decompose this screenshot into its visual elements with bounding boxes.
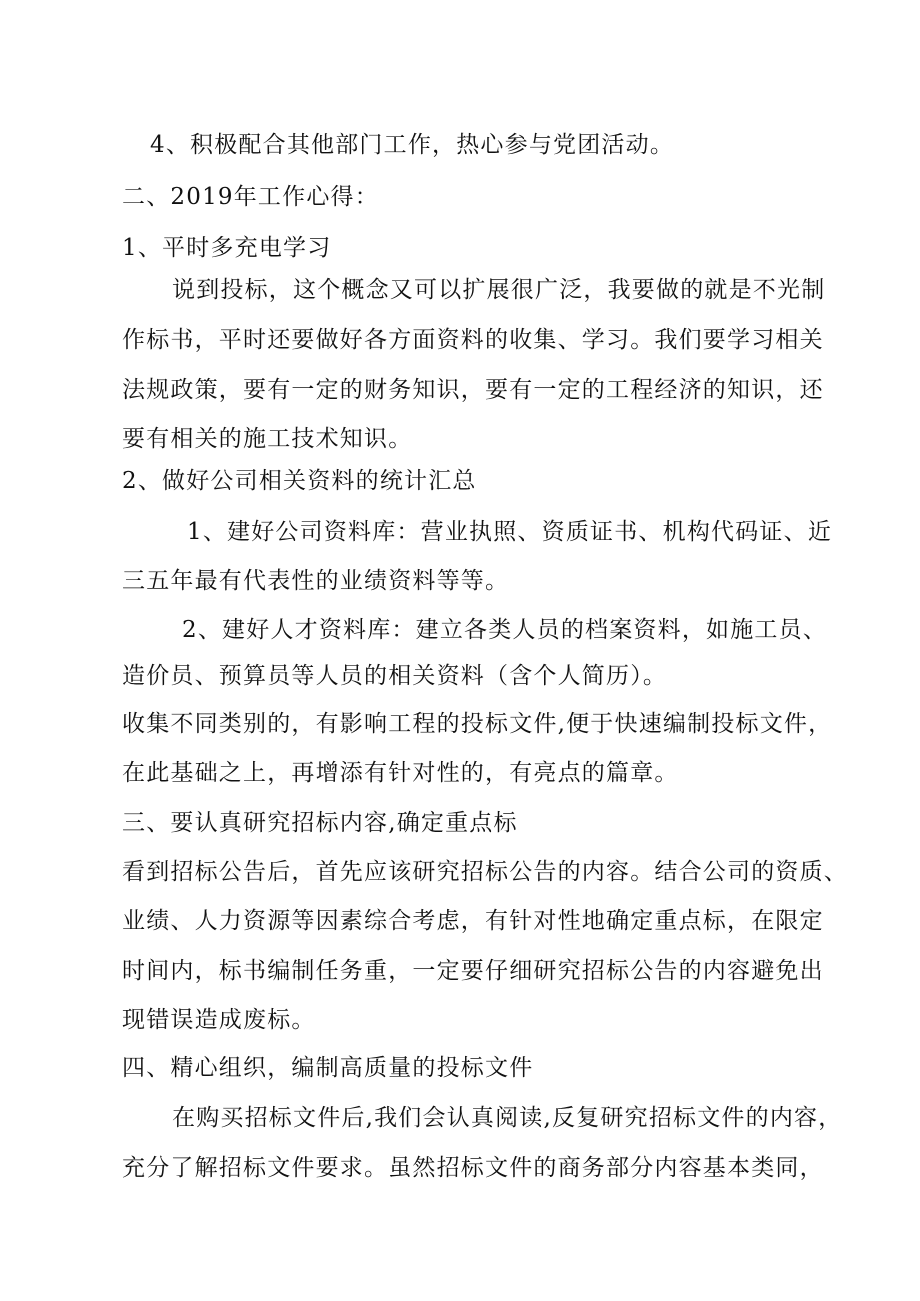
text-line: 4、积极配合其他部门工作，热心参与党团活动。: [150, 132, 675, 158]
text-line: 充分了解招标文件要求。虽然招标文件的商务部分内容基本类同，: [122, 1155, 824, 1181]
subsection-heading: 2、做好公司相关资料的统计汇总: [122, 468, 477, 494]
text-line: 看到招标公告后，首先应该研究招标公告的内容。结合公司的资质、: [122, 859, 848, 885]
text-line: 1、建好公司资料库：营业执照、资质证书、机构代码证、近: [187, 519, 833, 545]
section-heading: 四、精心组织，编制高质量的投标文件: [122, 1055, 534, 1081]
text-line: 作标书，平时还要做好各方面资料的收集、学习。我们要学习相关: [122, 327, 824, 353]
text-line: 造价员、预算员等人员的相关资料（含个人简历）。: [122, 663, 668, 689]
section-heading: 三、要认真研究招标内容,确定重点标: [122, 810, 518, 836]
text-line: 说到投标，这个概念又可以扩展很广泛，我要做的就是不光制: [172, 277, 826, 303]
text-line: 收集不同类别的，有影响工程的投标文件,便于快速编制投标文件，: [122, 711, 833, 737]
text-line: 在此基础之上，再增添有针对性的，有亮点的篇章。: [122, 760, 679, 786]
text-line: 三五年最有代表性的业绩资料等等。: [122, 568, 510, 594]
text-line: 时间内，标书编制任务重，一定要仔细研究招标公告的内容避免出: [122, 958, 824, 984]
section-heading: 二、2019年工作心得：: [122, 184, 379, 210]
text-line: 现错误造成废标。: [122, 1007, 316, 1033]
text-line: 要有相关的施工技术知识。: [122, 426, 413, 452]
text-line: 在购买招标文件后,我们会认真阅读,反复研究招标文件的内容，: [172, 1105, 843, 1131]
text-line: 业绩、人力资源等因素综合考虑，有针对性地确定重点标，在限定: [122, 908, 824, 934]
subsection-heading: 1、平时多充电学习: [122, 235, 332, 261]
text-line: 法规政策，要有一定的财务知识，要有一定的工程经济的知识，还: [122, 377, 824, 403]
text-line: 2、建好人才资料库：建立各类人员的档案资料，如施工员、: [182, 617, 828, 643]
